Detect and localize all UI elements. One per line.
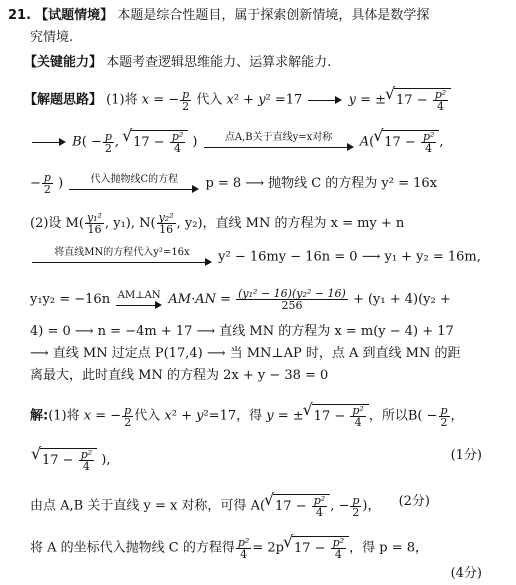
ability-line xyxy=(24,55,331,71)
scenario-line-2: 究情境. xyxy=(30,30,74,45)
thinking-line-3: − $\frac{p}{2}$ ) 代入抛物线C的方程 p = 8 ⟶ 抛物线 C 的方程为 y² = 16x xyxy=(30,171,438,196)
arrow xyxy=(32,138,66,146)
sqrt: √ 17 − $\frac{\text{p²}}{4}$ xyxy=(131,130,188,154)
score-3: (4分) xyxy=(450,566,482,581)
text: + (y₁ + 4)(y₂ + xyxy=(352,292,451,307)
thinking-line-9: 离最大，此时直线 MN 的方程为 2x + y − 38 = 0 xyxy=(30,368,329,383)
thinking-line-5 xyxy=(30,248,481,266)
text: , y₂)，直线 MN 的方程为 x = my + n xyxy=(176,216,405,231)
problem-number: 21. xyxy=(8,8,32,23)
score-2: (2分) xyxy=(398,494,430,509)
arrow-perp: AM⊥AN xyxy=(116,291,162,309)
arrow-substitute: 代入抛物线C的方程 xyxy=(69,175,199,193)
thinking-line-7: 4) = 0 ⟶ n = −4m + 17 ⟶ 直线 MN 的方程为 x = m(y − 4) + 17 xyxy=(30,324,454,339)
text: p = 8 ⟶ 抛物线 C 的方程为 y² = 16x xyxy=(205,176,438,191)
thinking-line-6: y₁y₂ = −16n AM⊥AN AM·AN = $\frac{\text{(y₁² − 16)(y₂² − 16)}}{256}$ + (y₁ + 4)(y₂ + xyxy=(30,287,451,312)
thinking-line-8: ⟶ 直线 MN 过定点 P(17,4) ⟶ 当 MN⊥AP 时，点 A 到直线 MN 的距 xyxy=(30,346,461,361)
text: 代入 xyxy=(196,92,223,108)
thinking-line-1: 【解题思路】 (1)将 x = − $\frac{p}{2}$ 代入 x² + y² =17 y = ±√ 17 − $\frac{\text{p²}}{4}$ xyxy=(24,88,451,112)
solution-line-1: 解:(1)将 x = − $\frac{p}{2}$ 代入 x² + y²=17，得 y = ±√ 17 − $\frac{\text{p²}}{4}$ ，所以B( − $\frac{p}{2}$ ， xyxy=(30,404,464,428)
thinking-tag: 【解题思路】 xyxy=(24,92,103,108)
text: ，得 p = 8， xyxy=(349,540,428,556)
solution-line-4: 将 A 的坐标代入抛物线 C 的方程得 $\frac{\text{p²}}{4}$ = 2p√ 17 − $\frac{\text{p²}}{4}$ ，得 p = 8， xyxy=(30,536,428,560)
sqrt: √ 17 − $\frac{\text{p²}}{4}$ xyxy=(382,130,439,154)
score-1: (1分) xyxy=(450,448,482,463)
text: (1)将 xyxy=(106,92,138,108)
text: =17，得 xyxy=(208,408,263,424)
arrow xyxy=(308,96,342,104)
text: y² − 16my − 16n = 0 ⟶ y₁ + y₂ = 16m, xyxy=(218,249,481,265)
scenario-line xyxy=(8,8,429,24)
arrow-line-sub: 将直线MN的方程代入y²=16x xyxy=(32,248,212,266)
text: 由点 A,B 关于直线 y = x 对称，可得 A( xyxy=(30,498,266,514)
thinking-line-2: B( − $\frac{p}{2}$ , √ 17 − $\frac{\text{p²}}{4}$ ) 点A,B关于直线y=x对称 A(√ 17 − $\frac{\text{p²}}{4}$ , xyxy=(30,130,444,154)
arrow-symmetry: 点A,B关于直线y=x对称 xyxy=(204,133,354,151)
solution-tag: 解: xyxy=(30,408,49,424)
text: = 2p xyxy=(252,540,284,556)
fraction: $\frac{p}{2}$ xyxy=(182,87,190,113)
text: =17 xyxy=(274,92,303,108)
text: (2)设 M( xyxy=(30,216,84,231)
text: y₁y₂ = −16n xyxy=(30,292,111,307)
text: )， xyxy=(362,498,381,514)
sqrt: √ 17 − $\frac{\text{p²}}{4}$ xyxy=(394,88,451,112)
text: ，所以B( xyxy=(368,408,423,424)
ability-tag: 【关键能力】 xyxy=(24,55,103,70)
scenario-tag: 【试题情境】 xyxy=(35,8,114,23)
text: , y₁), N( xyxy=(104,216,156,231)
ability-text: 本题考查逻辑思维能力、运算求解能力. xyxy=(106,55,332,70)
solution-line-3: 由点 A,B 关于直线 y = x 对称，可得 A(√ 17 − $\frac{\text{p²}}{4}$ , − $\frac{p}{2}$ )， (2分) xyxy=(30,494,500,518)
text: 代入 xyxy=(134,408,161,424)
text: ， xyxy=(450,408,464,424)
scenario-text: 本题是综合性题目，属于探索创新情境，具体是数学探 xyxy=(117,8,430,23)
text: (1)将 xyxy=(48,408,80,424)
text: 将 A 的坐标代入抛物线 C 的方程得 xyxy=(30,540,235,556)
thinking-line-4: (2)设 M( $\frac{\text{y₁²}}{16}$ , y₁), N( $\frac{\text{y₂²}}{16}$ , y₂)，直线 MN 的方程为 x = my + n xyxy=(30,211,405,236)
solution-line-2: √ 17 − $\frac{\text{p²}}{4}$ ), (1分) xyxy=(30,448,500,472)
